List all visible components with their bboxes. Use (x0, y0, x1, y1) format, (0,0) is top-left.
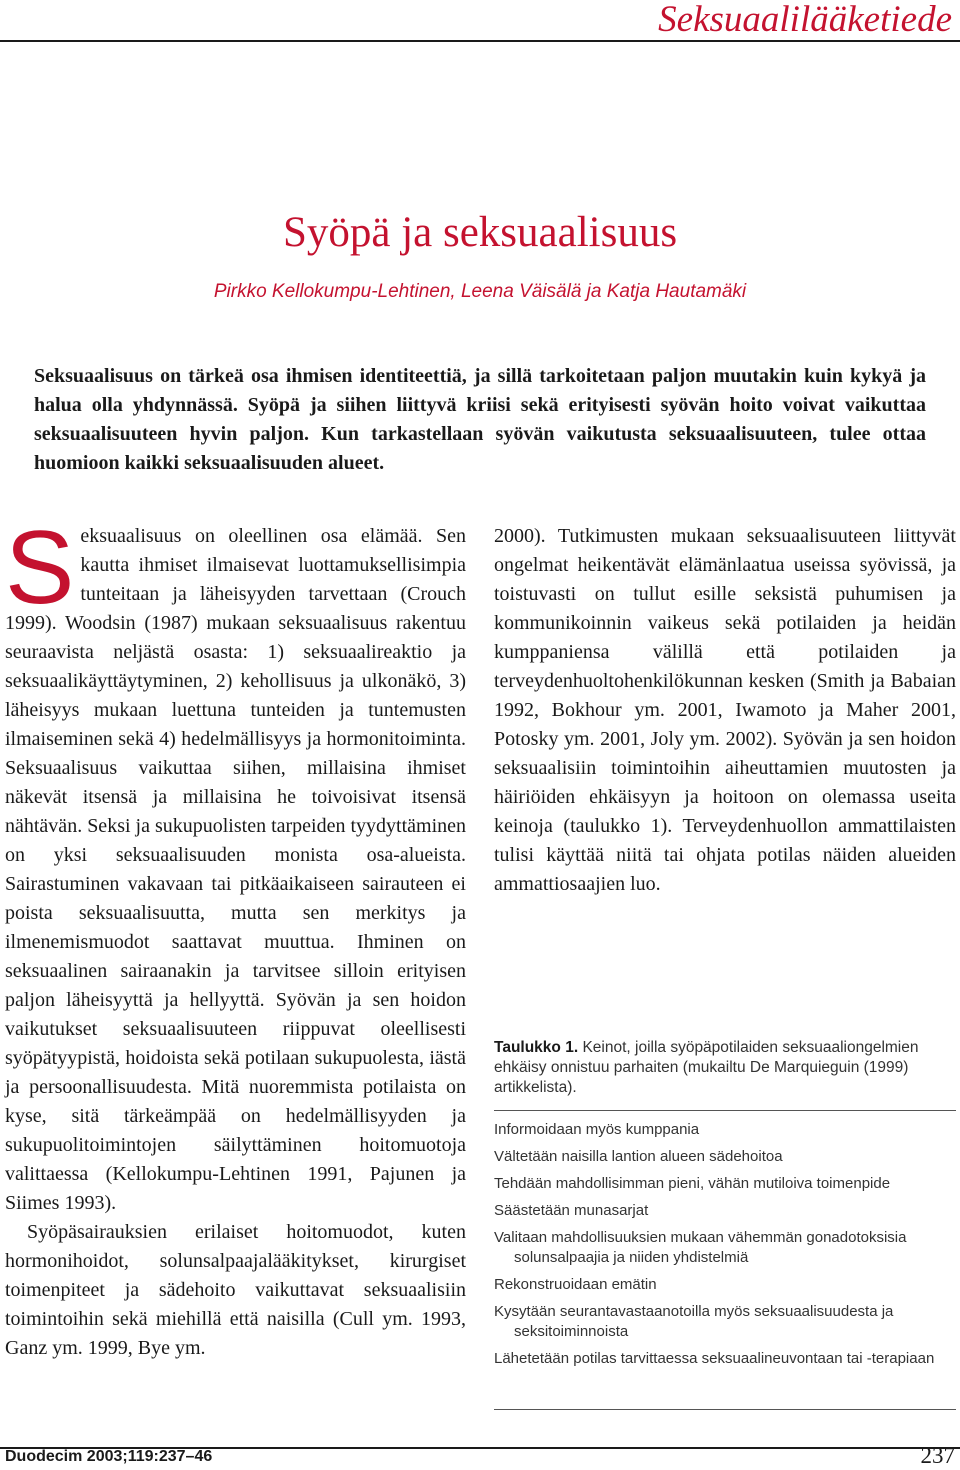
article-title: Syöpä ja seksuaalisuus (282, 209, 678, 256)
table-row: Valitaan mahdollisuuksien mukaan vähemmän gonadotoksisia solunsalpaajia ja niiden yhdistelmiä (494, 1229, 907, 1266)
table-row: Informoidaan myös kumppania (494, 1121, 700, 1138)
table-list (494, 1120, 956, 1376)
article-lead: Seksuaalisuus on tärkeä osa ihmisen identiteettiä, ja sillä tarkoitetaan paljon muutakin kuin kykyä ja halua olla yhdynnässä. Syöpä ja siihen liittyvä kriisi sekä erityisesti syövän hoito voivat vaikuttaa seksuaalisuuteen hyvin paljon. Kun tarkastellaan syövän vaikutusta seksuaalisuuteen, tulee ottaa huomioon kaikki seksuaalisuuden alueet. (34, 365, 926, 474)
article-authors: Pirkko Kellokumpu-Lehtinen, Leena Väisälä ja Katja Hautamäki (213, 281, 747, 302)
drop-cap: S (5, 510, 75, 626)
section-title: Seksuaalilääketiede (658, 0, 952, 40)
table-row: Vältetään naisilla lantion alueen sädehoitoa (494, 1148, 783, 1165)
body-paragraph (5, 510, 467, 1218)
paragraph-text: eksuaalisuus on oleellinen osa elämää. Sen kautta ihmiset ilmaisevat luottamuksellisimpia tunteitaan ja läheisyyden tarvettaan (Crouch 1999). Woodsin (1987) mukaan seksuaalisuus rakentuu seuraavista neljästä osasta: 1) seksuaalireaktio ja seksuaalikäyttäytyminen, 2) kehollisuus ja ulkonäkö, 3) läheisyys mukaan luettuna tunteiden ja tuntemusten ilmaiseminen sekä 4) hedelmällisyys ja hormonitoiminta. Seksuaalisuus vaikuttaa siihen, millaisina ihmiset näkevät itsensä ja millaisina he toivoisivat itsensä nähtävän. Seksi ja sukupuolisten tarpeiden tyydyttäminen on yksi seksuaalisuuden monista osa-alueista. Sairastuminen vakavaan tai pitkäaikaiseen sairauteen ei poista seksuaalisuutta, mutta sen merkitys ja ilmenemismuodot saattavat muuttua. Ihminen on seksuaalinen sairaanakin ja tarvitsee silloin erityisen paljon läheisyyttä ja hellyyttä. Syövän ja sen hoidon vaikutukset seksuaalisuuteen riippuvat oleellisesti syöpätyypistä, hoidoista sekä potilaan sukupuolesta, iästä ja persoonallisuudesta. Mitä nuoremmista potilaista on kyse, sitä tärkeämpää on hedelmällisyyden ja sukupuolitoimintojen säilyttäminen hoitomuotoja valittaessa (Kellokumpu-Lehtinen 1991, Pajunen ja Siimes 1993). (5, 525, 467, 1214)
table-row: Tehdään mahdollisimman pieni, vähän mutiloiva toimenpide (494, 1175, 891, 1192)
table-row: Rekonstruoidaan emätin (494, 1276, 657, 1293)
table-bottom-rule (494, 1409, 956, 1410)
table-row: Lähetetään potilas tarvittaessa seksuaalineuvontaan tai -terapiaan (494, 1350, 935, 1367)
section-header (0, 0, 960, 44)
table-caption-label: Taulukko 1. (494, 1039, 579, 1056)
body-column-left (5, 510, 467, 1363)
body-column-right: 2000). Tutkimusten mukaan seksuaalisuuteen liittyvät ongelmat heikentävät elämänlaatua useissa syövissä, ja toistuvasti on tullut esille seksistä puhumisen ja kommunikoinnin vaikeus sekä potilaiden ja heidän kumppaniensa välillä että potilaiden ja terveydenhuoltohenkilökunnan kesken (Smith ja Babaian 1992, Bokhour ym. 2001, Iwamoto ja Maher 2001, Potosky ym. 2001, Joly ym. 2002). Syövän ja sen hoidon seksuaalisiin toimintoihin aiheuttamien muutosten ja häiriöiden ehkäisyyn ja hoitoon on olemassa useita keinoja (taulukko 1). Terveydenhuollon ammattilaisten tulisi käyttää niitä tai ohjata potilas näiden alueiden ammattiosaajien luo. (494, 525, 956, 895)
journal-citation: Duodecim 2003;119:237–46 (5, 1448, 213, 1465)
table-caption (494, 1038, 956, 1098)
table-row: Kysytään seurantavastaanotoilla myös seksuaalisuudesta ja seksitoiminnoista (494, 1303, 894, 1340)
table-top-rule (494, 1110, 956, 1111)
page-number: 237 (920, 1443, 955, 1468)
header-rule (0, 40, 960, 42)
table-row: Säästetään munasarjat (494, 1202, 649, 1219)
table-caption-text: Keinot, joilla syöpäpotilaiden seksuaaliongelmien ehkäisy onnistuu parhaiten (mukailtu De Marquieguin (1999) artikkelista). (494, 1039, 919, 1096)
body-paragraph: Syöpäsairauksien erilaiset hoitomuodot, kuten hormonihoidot, solunsalpaajalääkitykset, kirurgiset toimenpiteet ja sädehoito vaikuttavat seksuaalisiin toimintoihin sekä miehillä että naisilla (Cull ym. 1993, Ganz ym. 1999, Bye ym. (5, 1221, 466, 1359)
